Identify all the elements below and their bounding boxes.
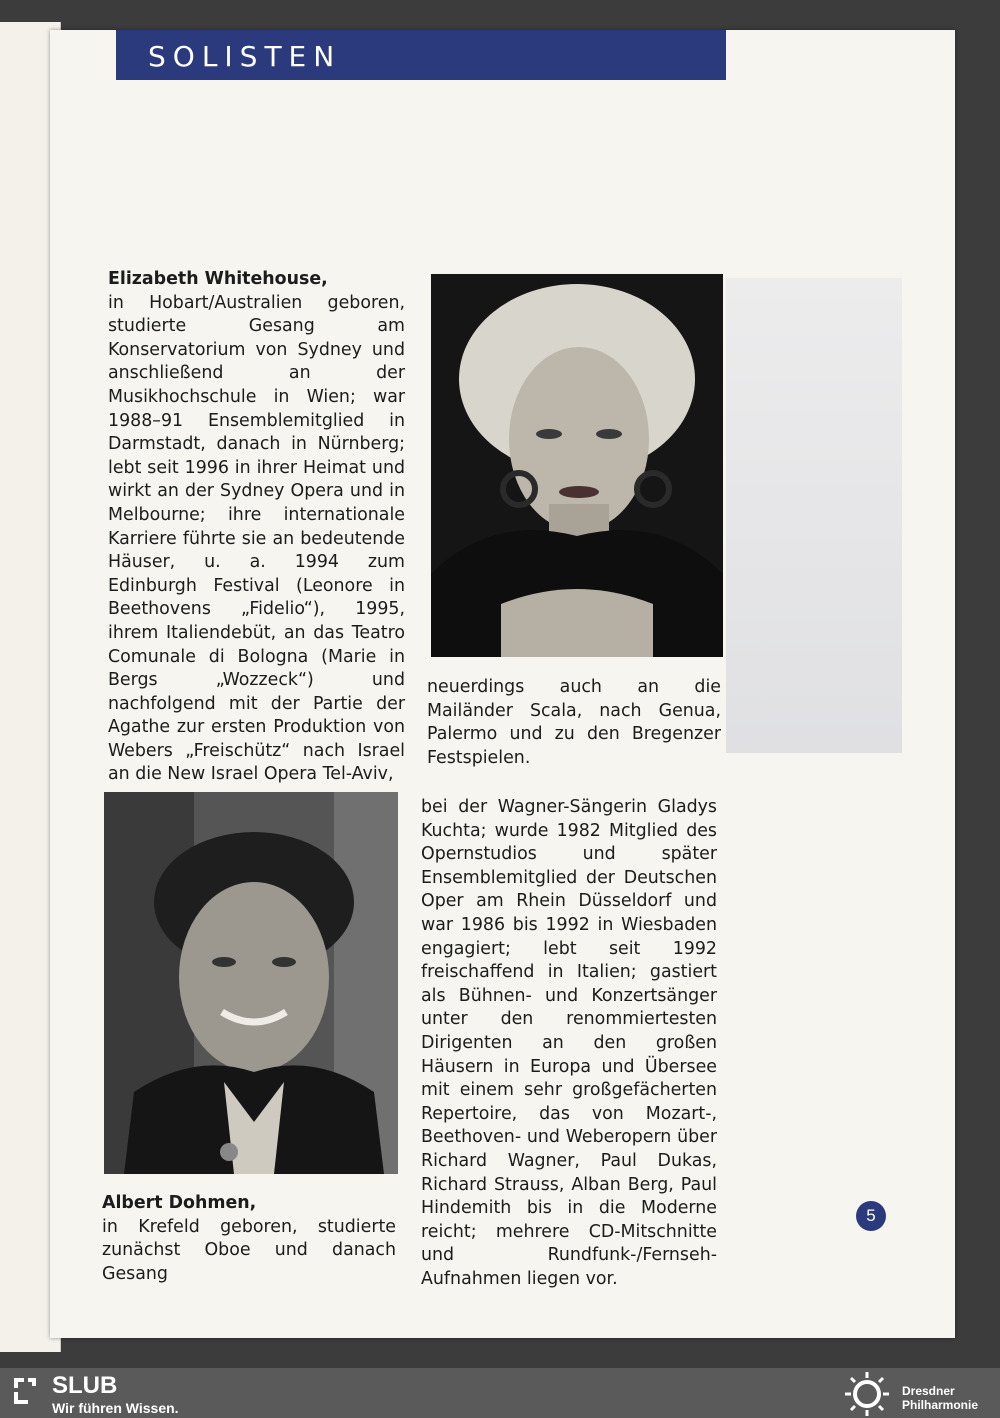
whitehouse-portrait-photo bbox=[431, 274, 723, 657]
dohmen-bio-col1 bbox=[102, 1192, 396, 1286]
show-through-illustration bbox=[726, 278, 902, 753]
dohmen-bio-text-1: in Krefeld geboren, studierte zunächst Oboe und danach Gesang bbox=[102, 1216, 396, 1284]
dohmen-bio-col2: bei der Wagner-Sängerin Gladys Kuchta; wurde 1982 Mitglied des Opernstudios und später Ensemblemitglied der Deutschen Oper am Rhein Düsseldorf und war 1986 bis 1992 in Wiesbaden engagiert; lebt seit 1992 freischaffend in Italien; gastiert als Bühnen- und Konzertsänger unter den renommiertesten Dirigenten an den großen Häusern in Europa und Übersee mit einem sehr großgefächerten Repertoire, das von Mozart-, Beethoven- und Weberopern über Richard Wagner, Paul Dukas, Richard Strauss, Alban Berg, Paul Hindemith bis in die Moderne reicht; mehrere CD-Mitschnitte und Rundfunk-/Fernseh-Aufnahmen liegen vor. bbox=[421, 797, 717, 1289]
whitehouse-name: Elizabeth Whitehouse, bbox=[108, 269, 328, 289]
whitehouse-bio-col2: neuerdings auch an die Mailänder Scala, nach Genua, Palermo und zu den Bregenzer Festspielen. bbox=[427, 677, 721, 768]
partner-line-1: Dresdner bbox=[902, 1384, 955, 1398]
dohmen-portrait-image bbox=[104, 792, 398, 1174]
whitehouse-bio-col1 bbox=[108, 268, 405, 787]
dresdner-philharmonie-logo-icon bbox=[842, 1370, 892, 1418]
page-number-badge: 5 bbox=[856, 1201, 886, 1231]
whitehouse-portrait-image bbox=[431, 274, 723, 657]
dresdner-philharmonie-text bbox=[902, 1384, 978, 1412]
slub-subtitle: Wir führen Wissen. bbox=[52, 1400, 179, 1416]
partner-line-2: Philharmonie bbox=[902, 1398, 979, 1412]
slub-title: SLUB bbox=[52, 1372, 118, 1399]
slub-logo-icon bbox=[10, 1374, 40, 1404]
whitehouse-bio-text-1: in Hobart/Australien geboren, studierte Gesang am Konservatorium von Sydney und anschließend an der Musikhochschule in Wien; war 1988–91 Ensemblemitglied in Darmstadt, danach in Nürnberg; lebt seit 1996 in ihrer Heimat und wirkt an der Sydney Opera und in Melbourne; ihre internationale Karriere führte sie an bedeutende Häuser, u. a. 1994 zum Edinburgh Festival (Leonore in Beethovens „Fidelio“), 1995, ihrem Italiendebüt, an das Teatro Comunale di Bologna (Marie in Bergs „Wozzeck“) und nachfolgend mit der Partie der Agathe zur ersten Produktion von Webers „Freischütz“ nach Israel an die New Israel Opera Tel-Aviv, bbox=[108, 292, 405, 785]
dohmen-name: Albert Dohmen, bbox=[102, 1193, 257, 1213]
section-title: SOLISTEN bbox=[148, 40, 342, 73]
dohmen-portrait-photo bbox=[104, 792, 398, 1174]
